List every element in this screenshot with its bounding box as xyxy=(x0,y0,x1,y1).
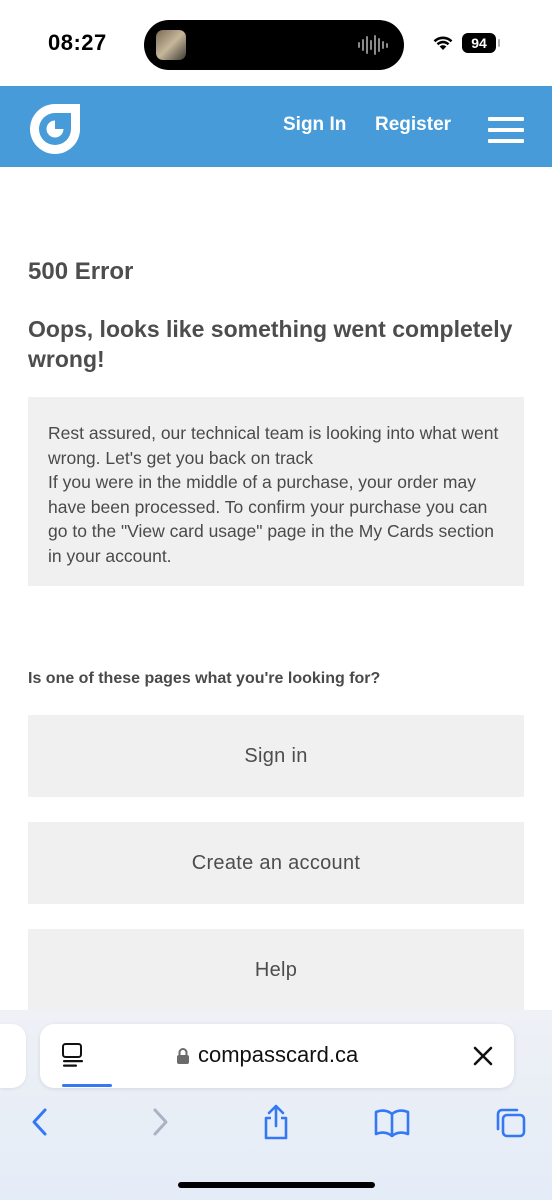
notice-text-2: If you were in the middle of a purchase, your order may have been processed. To confirm your purchase you can go to the "View card usage" page in the My Cards section in your account. xyxy=(48,472,494,566)
suggestions-heading: Is one of these pages what you're looking for? xyxy=(28,670,381,687)
error-headline: Oops, looks like something went completely wrong! xyxy=(28,316,513,372)
audio-waveform-icon xyxy=(358,34,388,56)
notice-text-1: Rest assured, our technical team is looking into what went wrong. Let's get you back on track xyxy=(48,423,499,468)
create-account-button[interactable]: Create an account xyxy=(28,822,524,904)
url-text[interactable]: compasscard.ca xyxy=(198,1042,359,1067)
now-playing-artwork xyxy=(156,30,186,60)
loading-progress-bar xyxy=(62,1084,112,1087)
sign-in-button[interactable]: Sign in xyxy=(28,715,524,797)
forward-icon[interactable] xyxy=(148,1104,172,1140)
compass-logo-icon[interactable] xyxy=(26,100,84,158)
wifi-icon xyxy=(432,34,454,51)
status-time: 08:27 xyxy=(48,30,107,55)
lock-icon xyxy=(176,1047,190,1065)
battery-nub xyxy=(498,39,500,47)
dynamic-island[interactable] xyxy=(144,20,404,70)
battery-icon: 94 xyxy=(462,33,496,53)
site-header xyxy=(0,86,552,167)
bookmarks-icon[interactable] xyxy=(374,1108,410,1138)
page-menu-icon[interactable] xyxy=(60,1042,86,1068)
share-icon[interactable] xyxy=(260,1102,292,1142)
previous-tab-edge[interactable] xyxy=(0,1024,26,1088)
help-button[interactable]: Help xyxy=(28,929,524,1011)
error-code-heading: 500 Error xyxy=(28,258,134,285)
tabs-icon[interactable] xyxy=(494,1106,528,1140)
hamburger-menu-icon[interactable] xyxy=(488,117,524,143)
close-icon[interactable] xyxy=(472,1045,494,1067)
back-icon[interactable] xyxy=(28,1104,52,1140)
nav-register-link[interactable]: Register xyxy=(375,114,452,135)
status-bar xyxy=(0,0,552,86)
address-bar[interactable] xyxy=(40,1024,514,1088)
error-notice-box xyxy=(28,397,524,586)
nav-sign-in-link[interactable]: Sign In xyxy=(283,114,347,135)
home-indicator xyxy=(178,1182,375,1188)
